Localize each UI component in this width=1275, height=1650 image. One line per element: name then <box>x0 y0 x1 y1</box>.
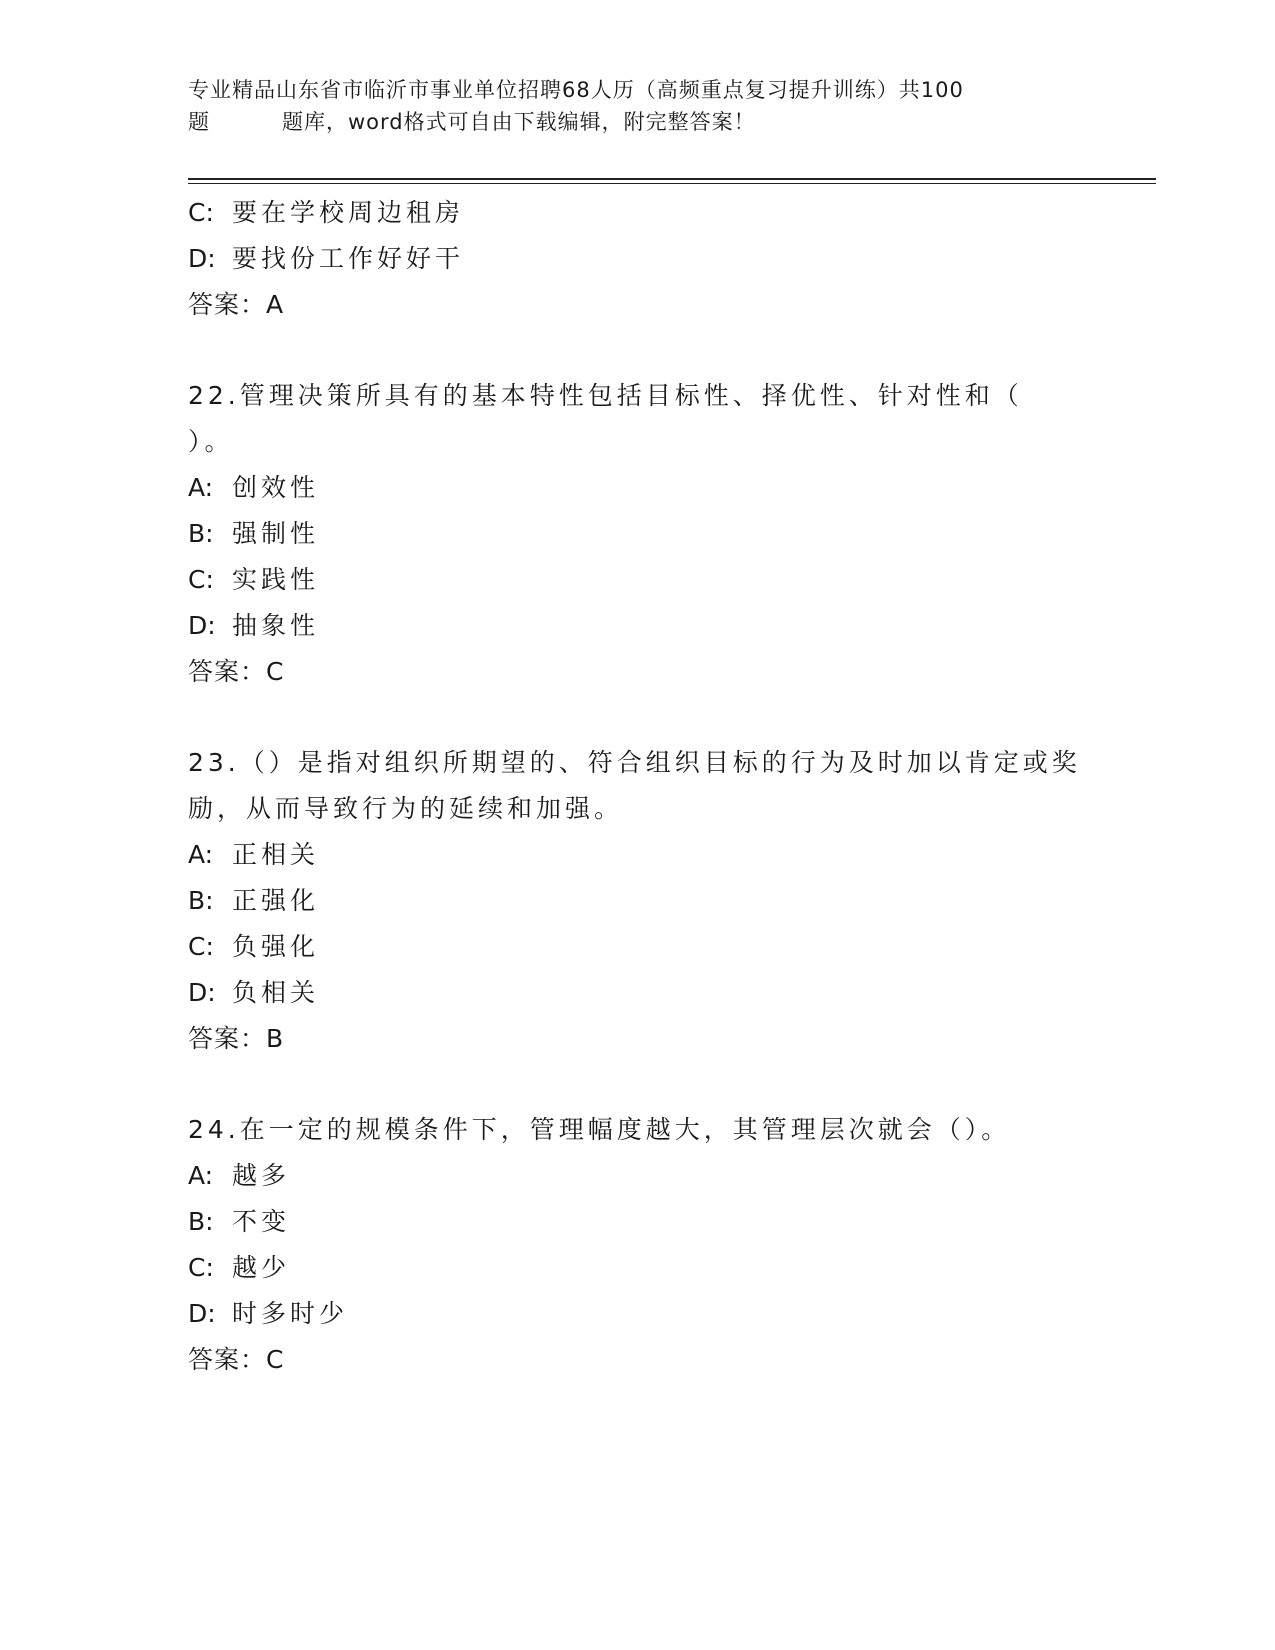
spacer <box>188 328 1088 373</box>
option-line <box>188 832 1088 878</box>
page-header <box>188 74 1088 138</box>
answer-line: 答案：C <box>188 657 285 686</box>
answer-line: 答案：B <box>188 1024 285 1053</box>
option-key: D: <box>188 1299 216 1328</box>
spacer <box>188 1062 1088 1107</box>
header-title-line2-right: 题库，word格式可自由下载编辑，附完整答案！ <box>282 110 756 134</box>
question-text-line1: 24.在一定的规模条件下，管理幅度越大，其管理层次就会（）。 <box>188 1115 1011 1144</box>
option-line <box>188 1153 1088 1199</box>
question-block-24 <box>188 1107 1088 1383</box>
option-text: 强制性 <box>232 519 320 548</box>
question-text-line2: 励，从而导致行为的延续和加强。 <box>188 794 624 823</box>
option-line <box>188 511 1088 557</box>
option-key: C: <box>188 932 214 961</box>
option-key: B: <box>188 1207 214 1236</box>
header-title-line2-left: 题 <box>188 110 210 134</box>
option-text: 实践性 <box>232 565 320 594</box>
option-text: 创效性 <box>232 473 320 502</box>
option-text: 负相关 <box>232 978 320 1007</box>
option-key: D: <box>188 611 216 640</box>
option-key: D: <box>188 978 216 1007</box>
option-text: 正相关 <box>232 840 320 869</box>
option-text: 正强化 <box>232 886 320 915</box>
header-divider-thick <box>188 178 1156 180</box>
option-line <box>188 924 1088 970</box>
question-text-line1: 22.管理决策所具有的基本特性包括目标性、择优性、针对性和（ <box>188 381 1023 410</box>
option-line <box>188 557 1088 603</box>
option-text: 抽象性 <box>232 611 320 640</box>
option-key: A: <box>188 840 214 869</box>
option-key: C: <box>188 1253 214 1282</box>
option-text: 越少 <box>232 1253 291 1282</box>
option-text: 负强化 <box>232 932 320 961</box>
option-line <box>188 465 1088 511</box>
header-title-line1: 专业精品山东省市临沂市事业单位招聘68人历（高频重点复习提升训练）共100 <box>188 78 964 102</box>
question-block-23 <box>188 740 1088 1062</box>
option-line <box>188 236 1088 282</box>
header-title-line2 <box>188 106 1088 138</box>
question-block-22 <box>188 373 1088 695</box>
option-text: 要在学校周边租房 <box>232 198 465 227</box>
option-key: B: <box>188 519 214 548</box>
option-key: A: <box>188 1161 214 1190</box>
option-text: 要找份工作好好干 <box>232 244 465 273</box>
option-text: 不变 <box>232 1207 291 1236</box>
option-key: D: <box>188 244 216 273</box>
option-key: A: <box>188 473 214 502</box>
question-list <box>188 190 1088 1383</box>
option-line <box>188 878 1088 924</box>
option-line <box>188 1199 1088 1245</box>
question-text-line1: 23.（）是指对组织所期望的、符合组织目标的行为及时加以肯定或奖 <box>188 748 1081 777</box>
option-key: B: <box>188 886 214 915</box>
header-divider-thin <box>188 183 1156 184</box>
option-line <box>188 970 1088 1016</box>
question-block-21 <box>188 190 1088 328</box>
answer-line: 答案：A <box>188 290 285 319</box>
option-key: C: <box>188 565 214 594</box>
option-text: 时多时少 <box>232 1299 349 1328</box>
spacer <box>188 695 1088 740</box>
option-key: C: <box>188 198 214 227</box>
option-line <box>188 1245 1088 1291</box>
question-text-line2: ）。 <box>188 427 234 456</box>
option-line <box>188 190 1088 236</box>
answer-line: 答案：C <box>188 1345 285 1374</box>
option-text: 越多 <box>232 1161 291 1190</box>
option-line <box>188 1291 1088 1337</box>
option-line <box>188 603 1088 649</box>
